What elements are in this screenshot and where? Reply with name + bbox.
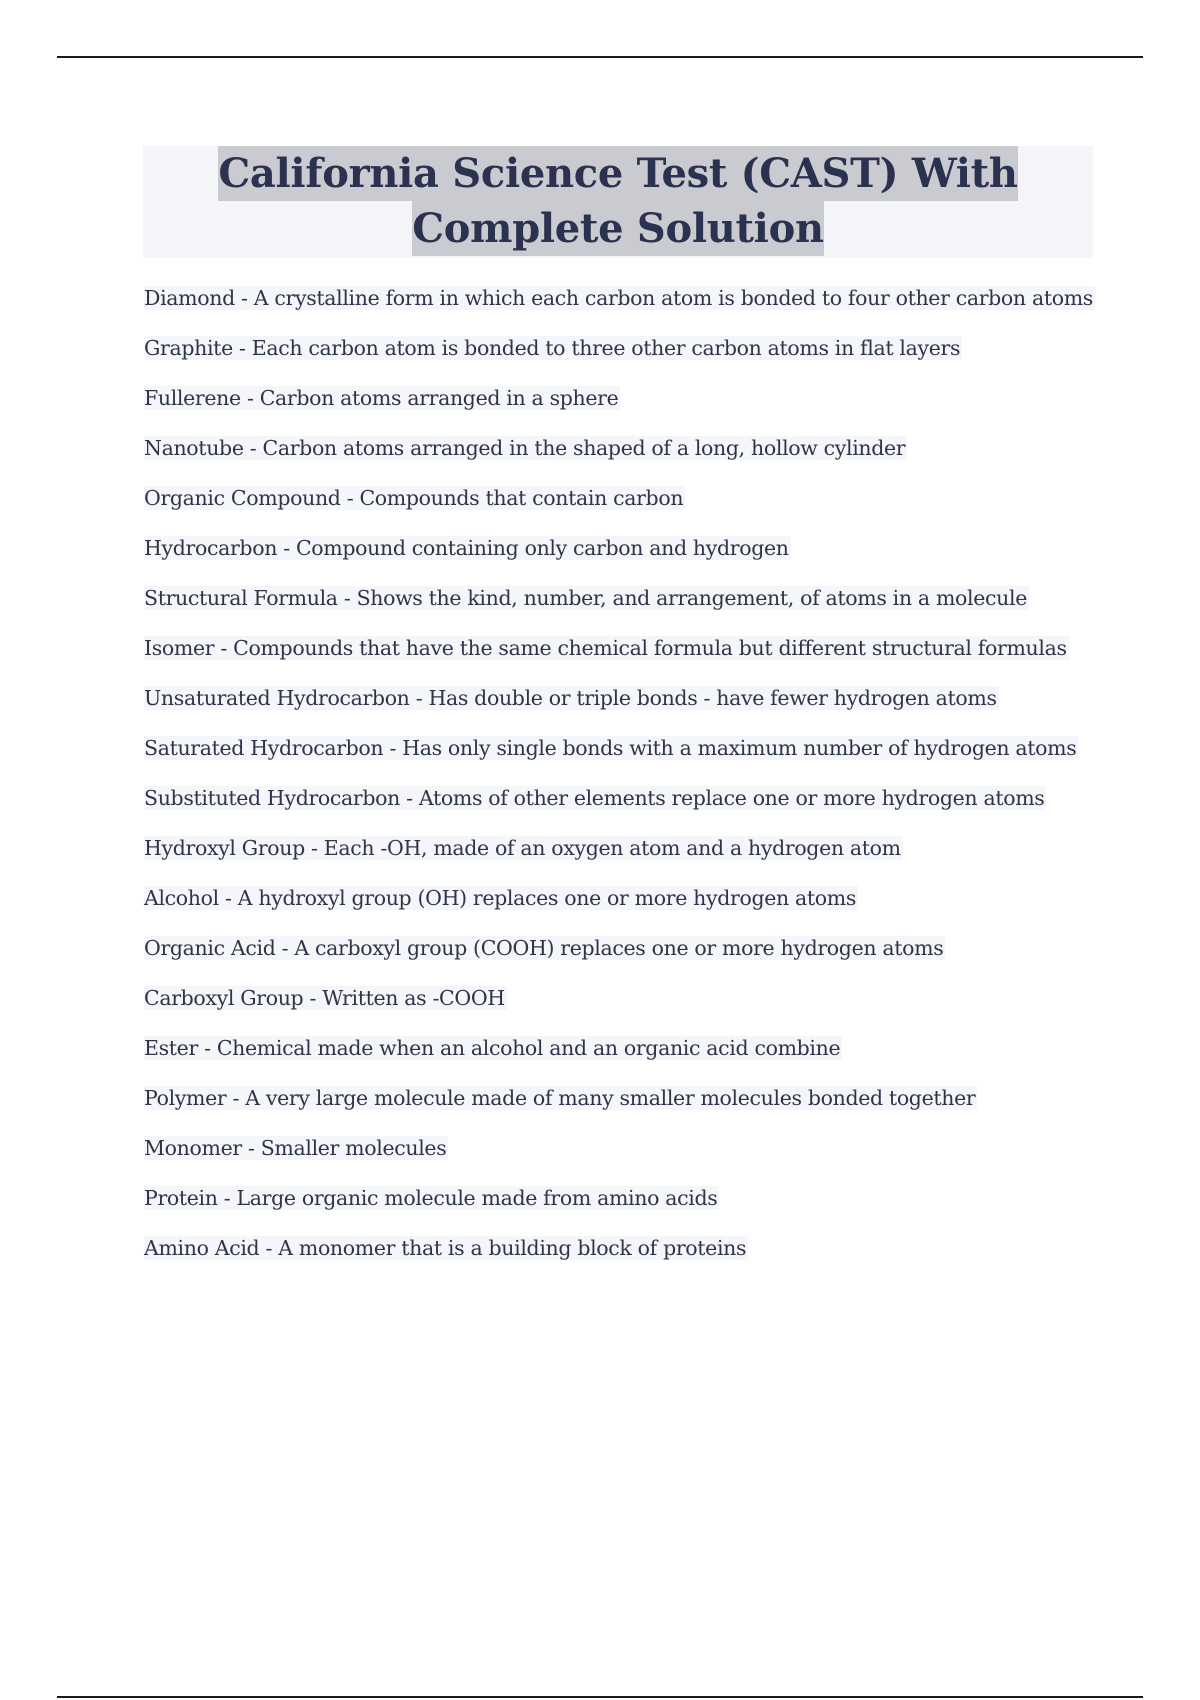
term-entry-alcohol: Alcohol - A hydroxyl group (OH) replaces one or more hydrogen atoms bbox=[144, 886, 857, 910]
bottom-rule bbox=[57, 1696, 1143, 1698]
term-entry-polymer: Polymer - A very large molecule made of many smaller molecules bonded together bbox=[144, 1086, 976, 1110]
term-entry-ester: Ester - Chemical made when an alcohol and an organic acid combine bbox=[144, 1036, 841, 1060]
term-entry-nanotube: Nanotube - Carbon atoms arranged in the shaped of a long, hollow cylinder bbox=[144, 436, 906, 460]
title-line-2: Complete Solution bbox=[412, 201, 823, 256]
term-entry-substituted-hydrocarbon: Substituted Hydrocarbon - Atoms of other elements replace one or more hydrogen atoms bbox=[144, 786, 1045, 810]
page-title bbox=[143, 146, 1093, 258]
term-entry-isomer: Isomer - Compounds that have the same chemical formula but different structural formulas bbox=[144, 636, 1067, 660]
term-entry-monomer: Monomer - Smaller molecules bbox=[144, 1136, 447, 1160]
term-entry-structural-formula: Structural Formula - Shows the kind, number, and arrangement, of atoms in a molecule bbox=[144, 586, 1027, 610]
title-line-1: California Science Test (CAST) With bbox=[218, 146, 1017, 201]
term-entry-hydrocarbon: Hydrocarbon - Compound containing only carbon and hydrogen bbox=[144, 536, 789, 560]
term-entry-saturated-hydrocarbon: Saturated Hydrocarbon - Has only single bonds with a maximum number of hydrogen atoms bbox=[144, 736, 1077, 760]
term-list bbox=[144, 284, 1096, 1284]
term-entry-hydroxyl-group: Hydroxyl Group - Each -OH, made of an oxygen atom and a hydrogen atom bbox=[144, 836, 901, 860]
top-rule bbox=[57, 56, 1143, 58]
term-entry-unsaturated-hydrocarbon: Unsaturated Hydrocarbon - Has double or triple bonds - have fewer hydrogen atoms bbox=[144, 686, 997, 710]
term-entry-organic-compound: Organic Compound - Compounds that contain carbon bbox=[144, 486, 684, 510]
term-entry-fullerene: Fullerene - Carbon atoms arranged in a sphere bbox=[144, 386, 619, 410]
term-entry-graphite: Graphite - Each carbon atom is bonded to three other carbon atoms in flat layers bbox=[144, 336, 961, 360]
term-entry-organic-acid: Organic Acid - A carboxyl group (COOH) replaces one or more hydrogen atoms bbox=[144, 936, 944, 960]
term-entry-carboxyl-group: Carboxyl Group - Written as -COOH bbox=[144, 986, 505, 1010]
term-entry-diamond: Diamond - A crystalline form in which each carbon atom is bonded to four other carbon atoms bbox=[144, 286, 1093, 310]
term-entry-protein: Protein - Large organic molecule made from amino acids bbox=[144, 1186, 718, 1210]
term-entry-amino-acid: Amino Acid - A monomer that is a building block of proteins bbox=[144, 1236, 747, 1260]
